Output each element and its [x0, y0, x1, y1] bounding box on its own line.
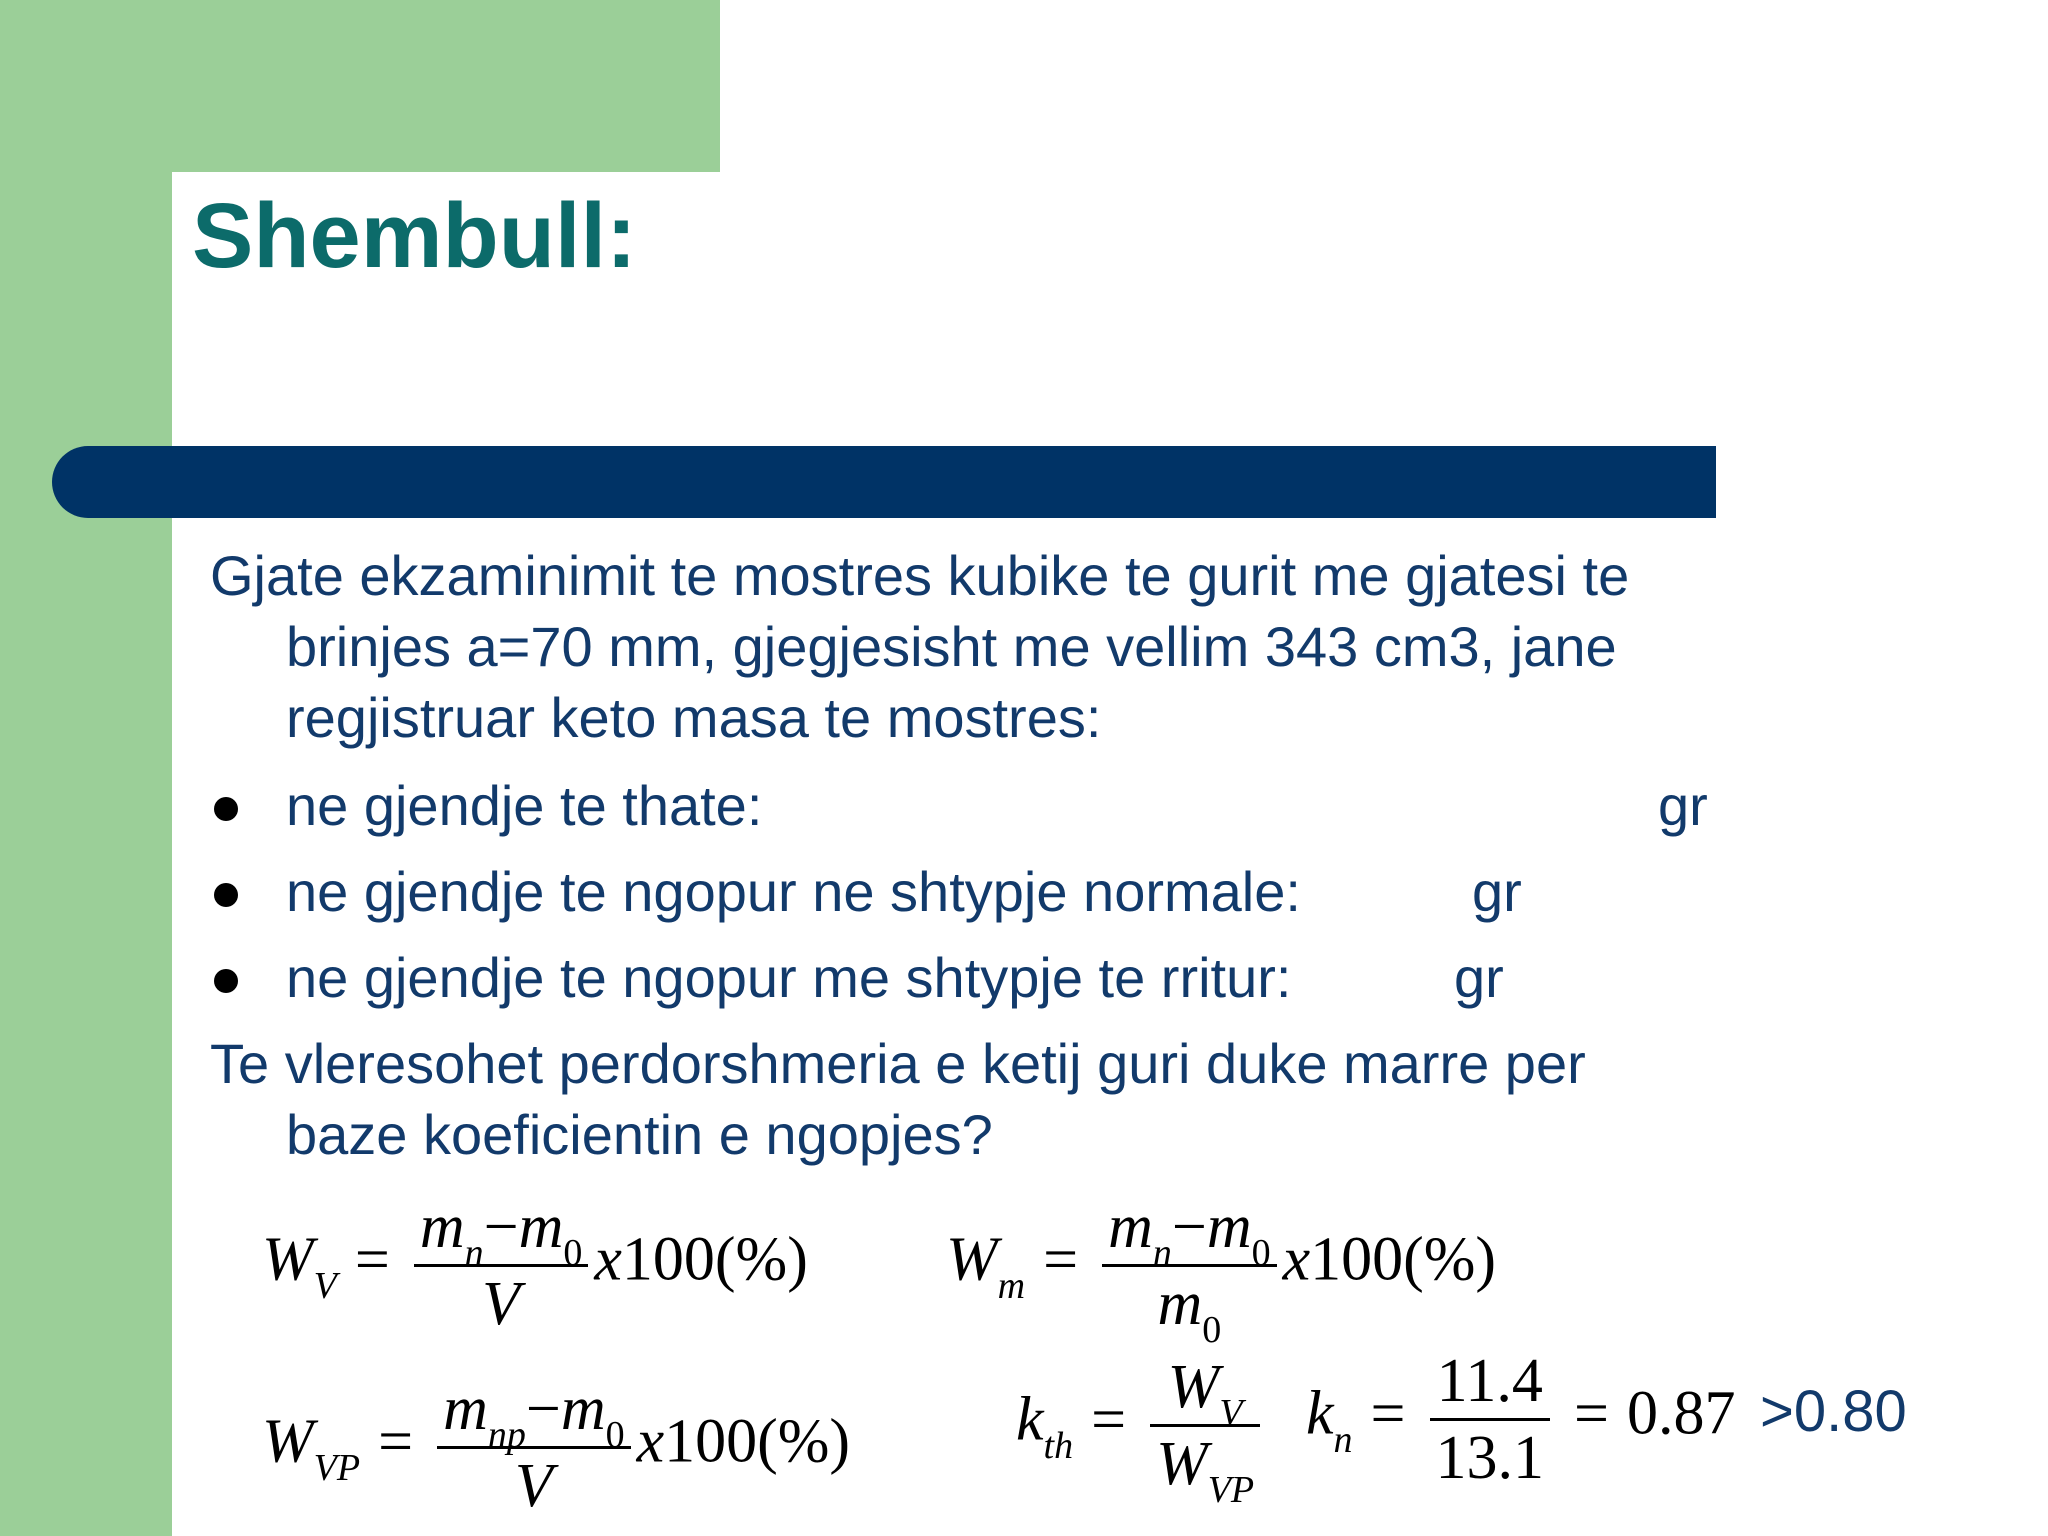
- bullet-dot: [214, 883, 238, 907]
- formula-kn: [1306, 1347, 1736, 1492]
- threshold-result: >0.80: [1760, 1379, 1907, 1444]
- formula-wvp-fraction: [437, 1375, 631, 1520]
- formula-kn-lhs-sub: n: [1333, 1418, 1353, 1461]
- formula-wv-fraction: [414, 1193, 589, 1338]
- formula-wvp-lhs: W: [262, 1407, 314, 1476]
- equals-sign: =: [378, 1407, 414, 1476]
- formula-wv-tail: x100(%): [594, 1225, 808, 1294]
- formula-wvp-tail: x100(%): [636, 1407, 851, 1476]
- formula-kth-lhs: k: [1016, 1385, 1044, 1454]
- equals-sign-result: =: [1574, 1379, 1609, 1448]
- slide-title: Shembull:: [192, 185, 637, 287]
- formula-wm-tail: x100(%): [1282, 1225, 1497, 1294]
- formula-wvp-numerator: $m_{np}-m_0$: [437, 1378, 631, 1449]
- bullet-label: ne gjendje te thate:: [286, 774, 763, 837]
- bullet-unit: gr: [1454, 946, 1504, 1009]
- equals-sign: =: [1370, 1379, 1406, 1448]
- question-paragraph: [210, 1028, 1586, 1170]
- bullet-label: ne gjendje te ngopur me shtypje te rritur:: [286, 946, 1292, 1009]
- formula-kth: [1016, 1353, 1266, 1511]
- equals-sign: =: [354, 1225, 390, 1294]
- formula-wm-denominator: $m_0$: [1157, 1270, 1222, 1351]
- bullet-unit: gr: [1472, 860, 1522, 923]
- intro-line-3: regjistruar keto masa te mostres:: [286, 686, 1102, 749]
- title-divider-bar: [52, 446, 1716, 518]
- bullet-dot: [214, 969, 238, 993]
- formula-wvp-lhs-sub: VP: [313, 1446, 361, 1489]
- intro-line-2: brinjes a=70 mm, gjegjesisht me vellim 343 cm3, jane: [286, 615, 1617, 678]
- question-line-1: Te vleresohet perdorshmeria e ketij guri duke marre per: [210, 1032, 1586, 1095]
- formula-wvp-denominator: V: [514, 1452, 553, 1520]
- question-line-2: baze koeficientin e ngopjes?: [286, 1103, 993, 1166]
- formula-kn-fraction: [1430, 1347, 1551, 1492]
- formula-wm-numerator: $m_n-m_0$: [1102, 1196, 1277, 1267]
- formula-wv-lhs: W: [262, 1225, 314, 1294]
- bullet-dot: [214, 797, 238, 821]
- formula-wm: [946, 1193, 1497, 1351]
- formula-wv-denominator: V: [482, 1270, 521, 1338]
- intro-line-1: Gjate ekzaminimit te mostres kubike te gurit me gjatesi te: [210, 544, 1630, 607]
- formula-kn-numerator: 11.4: [1430, 1350, 1551, 1421]
- formula-kth-denominator: $W_{VP}$: [1156, 1430, 1255, 1511]
- formula-wv: [262, 1193, 808, 1338]
- bullet-label: ne gjendje te ngopur ne shtypje normale:: [286, 860, 1301, 923]
- formula-wm-fraction: [1102, 1193, 1277, 1351]
- formula-kn-value: 0.87: [1626, 1379, 1736, 1448]
- formula-wv-lhs-sub: V: [313, 1264, 337, 1307]
- equals-sign: =: [1043, 1225, 1079, 1294]
- formula-kn-lhs: k: [1306, 1379, 1334, 1448]
- formula-kth-fraction: [1150, 1353, 1260, 1511]
- intro-paragraph: [210, 540, 1629, 753]
- formula-wvp: [262, 1375, 851, 1520]
- bullet-unit: gr: [1658, 774, 1708, 837]
- equals-sign: =: [1091, 1385, 1127, 1454]
- formula-kth-lhs-sub: th: [1043, 1424, 1074, 1467]
- formula-wm-lhs-sub: m: [997, 1264, 1026, 1307]
- formula-wv-numerator: $m_n-m_0$: [414, 1196, 589, 1267]
- formula-wm-lhs: W: [946, 1225, 998, 1294]
- formula-kth-numerator: $W_V$: [1150, 1356, 1260, 1427]
- green-accent-left: [0, 0, 172, 1536]
- formula-kn-denominator: 13.1: [1435, 1424, 1544, 1492]
